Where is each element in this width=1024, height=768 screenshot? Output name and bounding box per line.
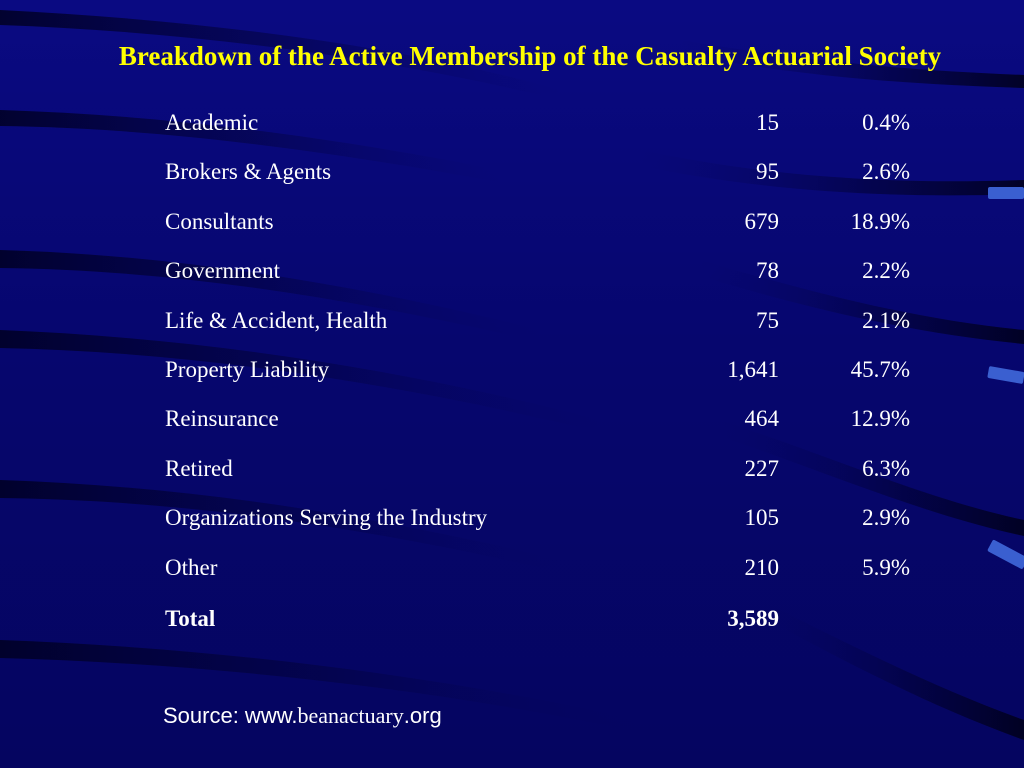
- row-percent: 2.6%: [862, 159, 910, 185]
- row-label: Academic: [165, 110, 259, 135]
- membership-table: [165, 98, 925, 643]
- row-label: Other: [165, 554, 218, 580]
- accent-dash-2: [987, 366, 1024, 384]
- row-count: 78: [756, 258, 779, 284]
- row-label: Property Liability: [165, 356, 330, 382]
- source-citation: [163, 703, 442, 729]
- source-suffix: .org: [403, 703, 442, 728]
- table-row: [165, 394, 925, 443]
- row-label: Organizations Serving the Industry: [165, 505, 488, 531]
- row-percent: 18.9%: [850, 208, 910, 234]
- table-row: [165, 246, 925, 295]
- row-label: Brokers & Agents: [165, 159, 332, 185]
- accent-dash-1: [988, 187, 1024, 199]
- table-row: [165, 197, 925, 246]
- total-count: 3,589: [727, 605, 779, 631]
- slide-title: Breakdown of the Active Membership of the Casualty Actuarial Society: [118, 41, 942, 71]
- table-row: [165, 296, 925, 345]
- row-label: Consultants: [165, 208, 274, 234]
- table-row: [165, 444, 925, 493]
- source-prefix: Source: www.: [163, 703, 298, 728]
- row-percent: 2.2%: [862, 258, 910, 284]
- row-percent: 6.3%: [862, 455, 910, 481]
- row-count: 95: [756, 159, 779, 185]
- row-count: 75: [756, 307, 779, 333]
- table-row: [165, 147, 925, 196]
- table-row: [165, 98, 925, 147]
- row-count: 105: [744, 505, 779, 531]
- row-label: Life & Accident, Health: [165, 307, 388, 333]
- row-label: Government: [165, 258, 280, 284]
- row-count: 1,641: [727, 356, 779, 382]
- row-percent: 0.4%: [862, 110, 910, 135]
- row-count: 464: [744, 406, 779, 432]
- row-count: 210: [744, 554, 779, 580]
- row-count: 15: [756, 110, 779, 135]
- table-row: [165, 345, 925, 394]
- table-row: [165, 543, 925, 592]
- row-label: Reinsurance: [165, 406, 279, 432]
- row-percent: 5.9%: [862, 554, 910, 580]
- row-percent: 12.9%: [850, 406, 910, 432]
- row-label: Retired: [165, 455, 233, 481]
- accent-dash-3: [987, 539, 1024, 569]
- row-percent: 45.7%: [850, 356, 910, 382]
- total-label: Total: [165, 605, 216, 631]
- row-count: 679: [744, 208, 779, 234]
- source-domain: beanactuary: [297, 703, 404, 728]
- table-row: [165, 493, 925, 542]
- total-row: [165, 594, 925, 643]
- row-percent: 2.1%: [862, 307, 910, 333]
- row-percent: 2.9%: [862, 505, 910, 531]
- row-count: 227: [744, 455, 779, 481]
